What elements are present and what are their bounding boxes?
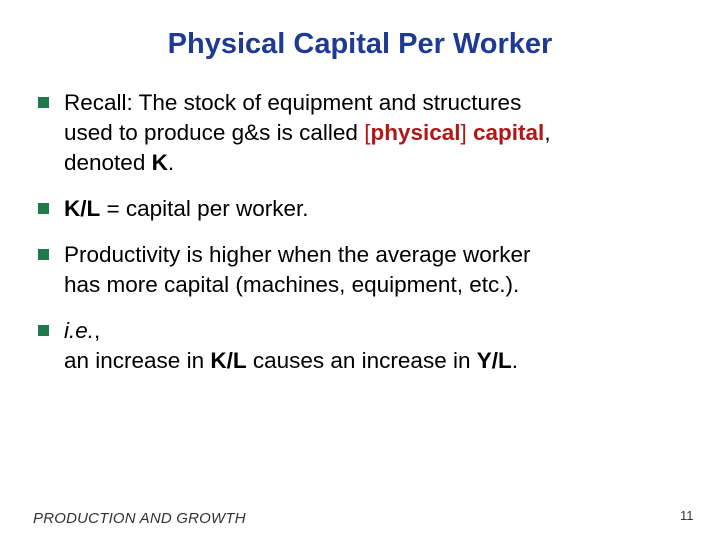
page-number: 11 — [680, 508, 694, 523]
bullet-productivity — [38, 240, 698, 300]
slide-title: Physical Capital Per Worker — [167, 28, 553, 60]
period: . — [511, 348, 519, 373]
bullet-capital-per-worker — [38, 194, 698, 224]
denoted-text: denoted — [64, 150, 152, 175]
square-bullet-icon — [38, 97, 49, 108]
productivity-line2: has more capital (machines, equipment, etc.). — [64, 272, 520, 297]
bracket-open: [ — [364, 120, 371, 145]
comma: , — [544, 120, 551, 145]
increase-text: an increase in — [64, 348, 211, 373]
bullet-list — [38, 88, 698, 392]
symbol-KL: K/L — [210, 348, 247, 373]
bullet-recall — [38, 88, 698, 178]
term-physical: physical — [370, 120, 461, 145]
term-capital: capital — [473, 120, 545, 145]
bullet-recall-line2-text: used to produce g&s is called — [64, 120, 365, 145]
square-bullet-icon — [38, 203, 49, 214]
symbol-YL: Y/L — [476, 348, 512, 373]
ie-comma: , — [94, 318, 101, 343]
symbol-K: K — [151, 150, 168, 175]
square-bullet-icon — [38, 325, 49, 336]
square-bullet-icon — [38, 249, 49, 260]
bullet-recall-line1: Recall: The stock of equipment and structures — [64, 90, 522, 115]
footer-label: PRODUCTION AND GROWTH — [33, 510, 246, 527]
capital-per-worker-text: = capital per worker. — [100, 196, 309, 221]
symbol-KL: K/L — [64, 196, 101, 221]
productivity-line1: Productivity is higher when the average worker — [64, 242, 531, 267]
bracket-close: ] — [460, 120, 467, 145]
bullet-ie — [38, 316, 698, 376]
ie-text: i.e. — [64, 318, 95, 343]
period: . — [167, 150, 175, 175]
causes-text: causes an increase in — [246, 348, 477, 373]
